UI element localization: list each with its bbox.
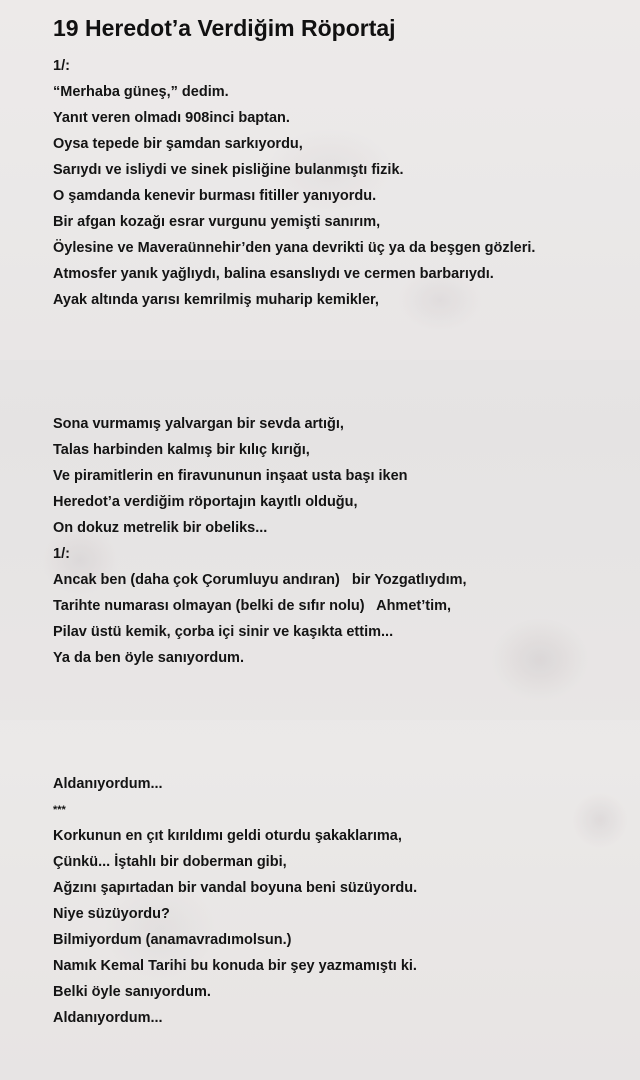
poem-line: Korkunun en çıt kırıldımı geldi oturdu şakaklarıma,	[53, 828, 402, 844]
poem-line: Oysa tepede bir şamdan sarkıyordu,	[53, 136, 303, 152]
poem-line: Niye süzüyordu?	[53, 906, 170, 922]
poem-line: Belki öyle sanıyordum.	[53, 984, 211, 1000]
poem-line: Sarıydı ve isliydi ve sinek pisliğine bulanmıştı fizik.	[53, 162, 404, 178]
poem-line: Atmosfer yanık yağlıydı, balina esanslıydı ve cermen barbarıydı.	[53, 266, 494, 282]
poem-line: Ayak altında yarısı kemrilmiş muharip kemikler,	[53, 292, 379, 308]
poem-line: 1/:	[53, 58, 70, 74]
poem-line: Ağzını şapırtadan bir vandal boyuna beni süzüyordu.	[53, 880, 418, 896]
poem-line: Aldanıyordum...	[53, 776, 163, 792]
poem-line: Bilmiyordum (anamavradımolsun.)	[53, 932, 292, 948]
poem-line: Bir afgan kozağı esrar vurgunu yemişti sanırım,	[53, 214, 381, 230]
poem-line: Pilav üstü kemik, çorba içi sinir ve kaşıkta ettim...	[53, 624, 394, 640]
poem-line: “Merhaba güneş,” dedim.	[53, 84, 229, 100]
stanza-3	[53, 771, 417, 1031]
poem-line: Ancak ben (daha çok Çorumluyu andıran) bir Yozgatlıydım,	[53, 572, 467, 588]
separator-asterisks: ***	[53, 804, 66, 816]
poem-line: Ve piramitlerin en firavununun inşaat usta başı iken	[53, 468, 408, 484]
poem-line: Tarihte numarası olmayan (belki de sıfır nolu) Ahmet’tim,	[53, 598, 452, 614]
poem-line: Talas harbinden kalmış bir kılıç kırığı,	[53, 442, 310, 458]
stanza-1	[53, 53, 535, 313]
poem-line: O şamdanda kenevir burması fitiller yanıyordu.	[53, 188, 377, 204]
poem-line: 1/:	[53, 546, 70, 562]
poem-line: Namık Kemal Tarihi bu konuda bir şey yazmamıştı ki.	[53, 958, 417, 974]
poem-line: Heredot’a verdiğim röportajın kayıtlı olduğu,	[53, 494, 358, 510]
poem-line: Aldanıyordum...	[53, 1010, 163, 1026]
poem-title: 19 Heredot’a Verdiğim Röportaj	[53, 15, 396, 41]
poem-line: Sona vurmamış yalvargan bir sevda artığı,	[53, 416, 344, 432]
poem-line: Ya da ben öyle sanıyordum.	[53, 650, 244, 666]
poem-line: Yanıt veren olmadı 908inci baptan.	[53, 110, 290, 126]
poem-line: Öylesine ve Maveraünnehir’den yana devrikti üç ya da beşgen gözleri.	[53, 240, 536, 256]
poem-line: Çünkü... İştahlı bir doberman gibi,	[53, 854, 287, 870]
stanza-2	[53, 411, 467, 671]
poem-line: On dokuz metrelik bir obeliks...	[53, 520, 268, 536]
